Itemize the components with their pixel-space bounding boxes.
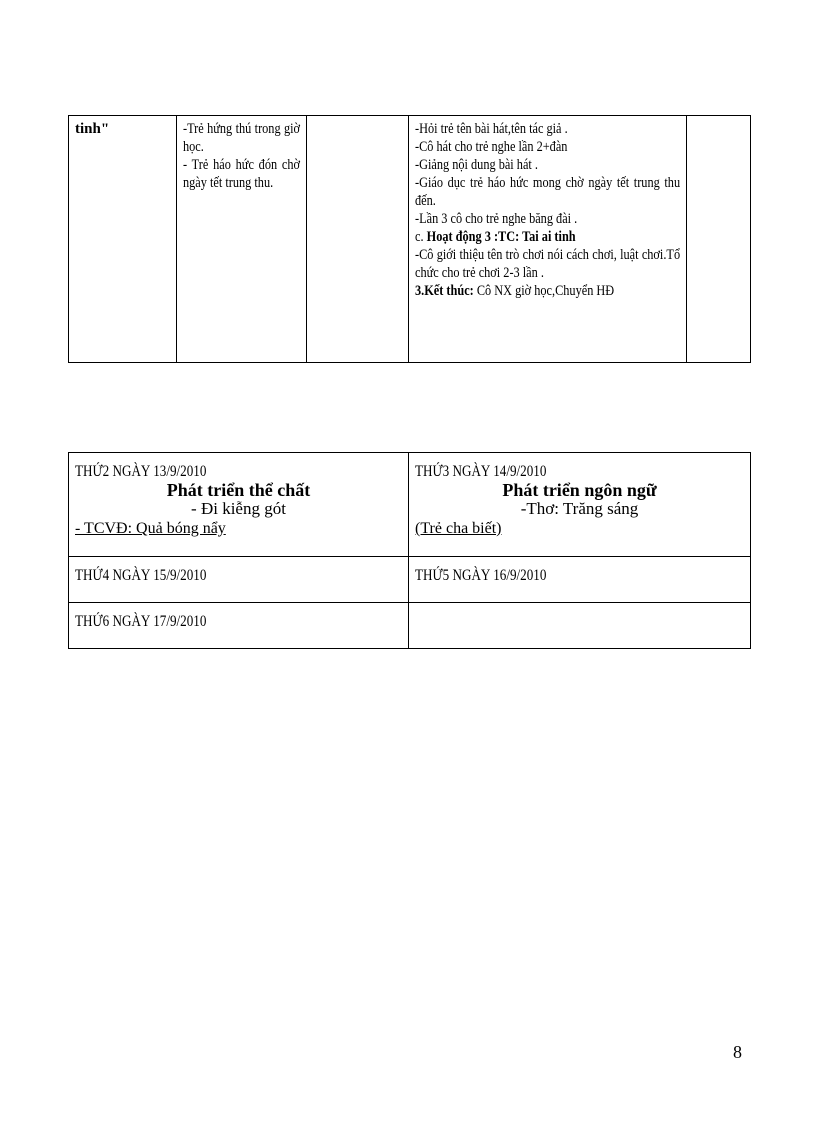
- lesson-plan-table: [68, 115, 751, 363]
- activity-line: -Lần 3 cô cho trẻ nghe băng đài .: [415, 211, 578, 227]
- activity3-prefix: c.: [415, 229, 424, 245]
- subject-heading: Phát triển ngôn ngữ: [502, 480, 657, 500]
- activity3-description: -Cô giới thiệu tên trò chơi nói cách chơi, luật chơi.Tổ chức cho trẻ chơi 2-3 lần .: [415, 247, 681, 281]
- activity-note: (Trẻ cha biết): [415, 520, 502, 537]
- friday-cell: [69, 603, 409, 649]
- day-date: THỨ2 NGÀY 13/9/2010: [75, 463, 207, 480]
- table-row: [69, 603, 751, 649]
- monday-cell: [69, 453, 409, 557]
- activity-line: -Giảng nội dung bài hát .: [415, 157, 538, 173]
- topic-text: tinh": [75, 121, 110, 137]
- page-number: 8: [733, 1042, 742, 1062]
- activity-line: -Giáo dục trẻ háo hức mong chờ ngày tết trung thu đến.: [415, 175, 681, 209]
- weekly-schedule-table: [68, 452, 751, 649]
- activity-title: -Thơ: Trăng sáng: [520, 499, 639, 518]
- wednesday-cell: [69, 557, 409, 603]
- objective-line: -Trẻ hứng thú trong giờ học.: [183, 121, 301, 155]
- objectives-cell: [177, 116, 307, 363]
- table-row: [69, 557, 751, 603]
- preparation-cell: [307, 116, 409, 363]
- empty-cell: [409, 603, 751, 649]
- activity3-title: Hoạt động 3 :TC: Tai ai tinh: [426, 229, 576, 245]
- ending-text: Cô NX giờ học,Chuyển HĐ: [473, 283, 615, 299]
- ending-line: [415, 282, 680, 300]
- ending-label: 3.Kết thúc:: [415, 283, 474, 299]
- thursday-cell: [409, 557, 751, 603]
- activity3-heading: [415, 228, 680, 246]
- day-date: THỨ6 NGÀY 17/9/2010: [75, 613, 207, 630]
- activity-note: - TCVĐ: Quả bóng nẩy: [75, 520, 226, 537]
- activity-title: - Đi kiễng gót: [191, 499, 286, 518]
- topic-cell: [69, 116, 177, 363]
- day-date: THỨ3 NGÀY 14/9/2010: [415, 463, 547, 480]
- objective-line: - Trẻ háo hức đón chờ ngày tết trung thu.: [183, 157, 301, 191]
- day-date: THỨ4 NGÀY 15/9/2010: [75, 567, 207, 584]
- notes-cell: [687, 116, 751, 363]
- activity-line: -Hỏi trẻ tên bài hát,tên tác giả .: [415, 121, 568, 137]
- subject-heading: Phát triển thể chất: [166, 480, 311, 500]
- day-date: THỨ5 NGÀY 16/9/2010: [415, 567, 547, 584]
- table-row: [69, 116, 751, 363]
- tuesday-cell: [409, 453, 751, 557]
- activity-line: -Cô hát cho trẻ nghe lần 2+đàn: [415, 139, 568, 155]
- table-row: [69, 453, 751, 557]
- activities-cell: [409, 116, 687, 363]
